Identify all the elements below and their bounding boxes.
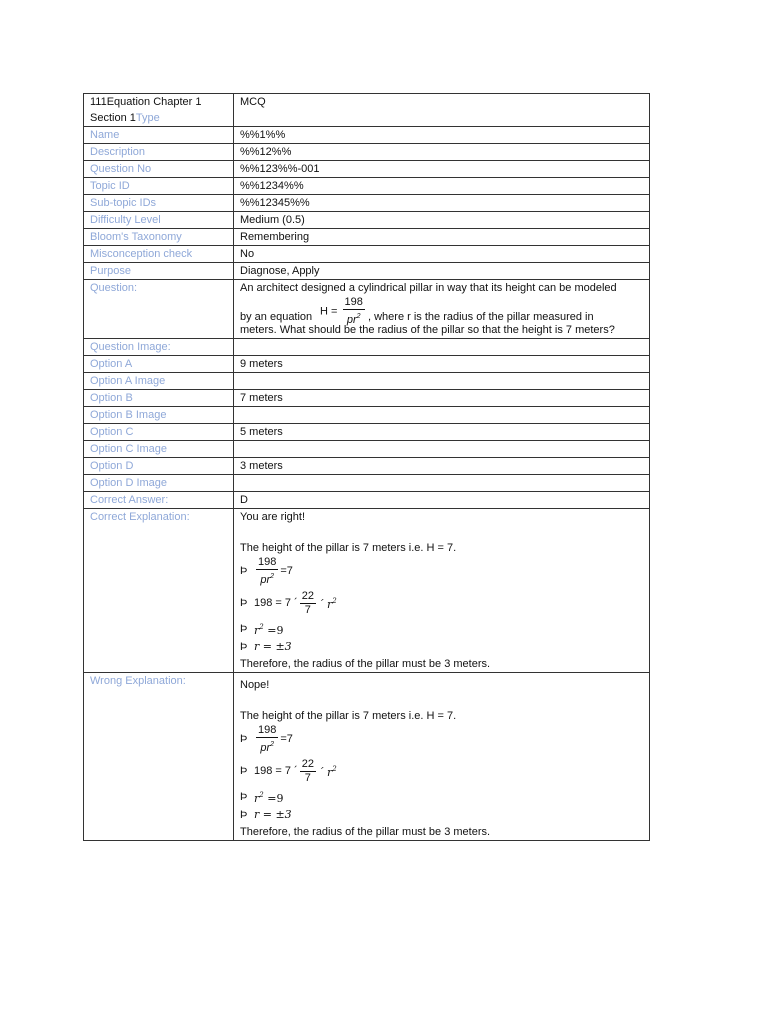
name-label: Name xyxy=(84,127,234,144)
we-step-1 xyxy=(240,724,643,754)
equation-den-base: pr xyxy=(346,314,357,326)
ce-step-2 xyxy=(240,586,643,620)
ce-step2-lhs: 198 = 7 ´ xyxy=(254,597,298,609)
correct-explanation-value xyxy=(234,509,650,673)
option-b-image-value xyxy=(234,407,650,424)
difficulty-value: Medium (0.5) xyxy=(234,212,650,229)
type-value: MCQ xyxy=(234,94,650,127)
question-image-label: Question Image: xyxy=(84,339,234,356)
option-d-image-value xyxy=(234,475,650,492)
wrong-explanation-label: Wrong Explanation: xyxy=(84,673,234,841)
we-step-2 xyxy=(240,754,643,788)
we-step-3 xyxy=(240,788,643,806)
ce-given: The height of the pillar is 7 meters i.e. H = 7. xyxy=(240,542,457,554)
option-a-value: 9 meters xyxy=(234,356,650,373)
we-step1-den xyxy=(256,737,278,755)
question-text-line1: An architect designed a cylindrical pillar in way that its height can be modeled xyxy=(240,282,617,294)
option-b-value: 7 meters xyxy=(234,390,650,407)
correct-explanation-row xyxy=(84,509,650,673)
ce-step2-rhs-base: ´ r xyxy=(317,598,333,611)
type-label-cell xyxy=(84,94,234,127)
ce-step2-den: 7 xyxy=(300,603,316,617)
we-step1-num: 198 xyxy=(258,723,277,736)
question-metadata-table xyxy=(83,93,650,841)
option-c-image-value xyxy=(234,441,650,458)
option-a-image-value xyxy=(234,373,650,390)
ce-step1-den xyxy=(256,569,278,587)
we-step1-fraction xyxy=(256,724,278,755)
question-label: Question: xyxy=(84,280,234,339)
option-c-value: 5 meters xyxy=(234,424,650,441)
wrong-explanation-row xyxy=(84,673,650,841)
ce-conclusion: Therefore, the radius of the pillar must be 3 meters. xyxy=(240,658,491,670)
option-a-image-row xyxy=(84,373,650,390)
option-d-row xyxy=(84,458,650,475)
equation-fraction xyxy=(343,296,365,327)
option-c-image-row xyxy=(84,441,650,458)
equation-numerator: 198 xyxy=(344,296,363,308)
we-step1-den-base: pr xyxy=(260,741,271,754)
ce-step3-expr xyxy=(254,619,283,639)
question-equation-line xyxy=(240,296,643,326)
correct-answer-row xyxy=(84,492,650,509)
ce-step-3 xyxy=(240,620,643,638)
subtopic-ids-label: Sub-topic IDs xyxy=(84,195,234,212)
subtopic-ids-row xyxy=(84,195,650,212)
option-d-value: 3 meters xyxy=(234,458,650,475)
question-image-value xyxy=(234,339,650,356)
equation-chapter-text: 111Equation Chapter 1 xyxy=(90,96,202,108)
option-c-image-label: Option C Image xyxy=(84,441,234,458)
question-value xyxy=(234,280,650,339)
we-implies-1: Þ xyxy=(240,733,248,745)
option-b-label: Option B xyxy=(84,390,234,407)
we-step2-rhs xyxy=(318,761,337,781)
question-text-line4: meters. What should be the radius of the pillar so that the height is 7 meters? xyxy=(240,324,615,336)
we-step-4 xyxy=(240,806,643,824)
question-equation xyxy=(320,296,367,327)
ce-step4-expr: r = ±3 xyxy=(254,640,292,653)
name-row xyxy=(84,127,650,144)
question-no-row xyxy=(84,161,650,178)
option-a-label: Option A xyxy=(84,356,234,373)
question-no-value: %%123%%-001 xyxy=(234,161,650,178)
option-b-image-row xyxy=(84,407,650,424)
we-implies-2: Þ xyxy=(240,765,248,777)
difficulty-row xyxy=(84,212,650,229)
ce-step1-num: 198 xyxy=(258,555,277,568)
ce-implies-3: Þ xyxy=(240,623,248,635)
ce-step3-rhs: =9 xyxy=(263,624,284,637)
blooms-row xyxy=(84,229,650,246)
type-row xyxy=(84,94,650,127)
ce-step1-den-exp: 2 xyxy=(270,572,275,580)
ce-step1-fraction xyxy=(256,556,278,587)
we-step2-fraction xyxy=(300,758,316,785)
misconception-label: Misconception check xyxy=(84,246,234,263)
misconception-value: No xyxy=(234,246,650,263)
we-intro: Nope! xyxy=(240,679,270,691)
ce-implies-1: Þ xyxy=(240,565,248,577)
we-step3-rhs: =9 xyxy=(263,792,284,805)
ce-step3-exp: 2 xyxy=(259,623,264,631)
option-b-row xyxy=(84,390,650,407)
option-d-image-row xyxy=(84,475,650,492)
purpose-row xyxy=(84,263,650,280)
wrong-explanation-value xyxy=(234,673,650,841)
ce-step1-rhs: =7 xyxy=(280,565,293,577)
description-row xyxy=(84,144,650,161)
question-image-row xyxy=(84,339,650,356)
option-d-label: Option D xyxy=(84,458,234,475)
correct-answer-value: D xyxy=(234,492,650,509)
ce-step2-rhs xyxy=(318,593,337,613)
purpose-value: Diagnose, Apply xyxy=(234,263,650,280)
we-implies-3: Þ xyxy=(240,791,248,803)
we-step2-num: 22 xyxy=(301,757,314,770)
equation-lhs: H = xyxy=(320,305,338,318)
we-step3-exp: 2 xyxy=(259,791,264,799)
purpose-label: Purpose xyxy=(84,263,234,280)
description-value: %%12%% xyxy=(234,144,650,161)
option-c-row xyxy=(84,424,650,441)
we-step3-expr xyxy=(254,787,283,807)
ce-step-1 xyxy=(240,556,643,586)
ce-intro: You are right! xyxy=(240,511,306,523)
we-step2-rhs-exp: 2 xyxy=(332,765,337,773)
type-label: Type xyxy=(135,112,160,124)
ce-implies-4: Þ xyxy=(240,641,248,653)
ce-step2-fraction xyxy=(300,590,316,617)
ce-step2-rhs-exp: 2 xyxy=(332,597,337,605)
equation-denominator xyxy=(343,309,365,327)
correct-explanation-label: Correct Explanation: xyxy=(84,509,234,673)
ce-step2-num: 22 xyxy=(301,589,314,602)
misconception-row xyxy=(84,246,650,263)
option-a-image-label: Option A Image xyxy=(84,373,234,390)
blooms-value: Remembering xyxy=(234,229,650,246)
topic-id-row xyxy=(84,178,650,195)
we-step2-lhs: 198 = 7 ´ xyxy=(254,765,298,777)
ce-step3-base: r xyxy=(254,624,260,637)
question-row xyxy=(84,280,650,339)
blooms-label: Bloom's Taxonomy xyxy=(84,229,234,246)
we-step2-den: 7 xyxy=(300,771,316,785)
option-b-image-label: Option B Image xyxy=(84,407,234,424)
option-c-label: Option C xyxy=(84,424,234,441)
we-step1-rhs: =7 xyxy=(280,733,293,745)
name-value: %%1%% xyxy=(234,127,650,144)
description-label: Description xyxy=(84,144,234,161)
topic-id-value: %%1234%% xyxy=(234,178,650,195)
we-implies-4: Þ xyxy=(240,809,248,821)
we-step1-den-exp: 2 xyxy=(270,740,275,748)
we-given: The height of the pillar is 7 meters i.e. H = 7. xyxy=(240,710,457,722)
we-conclusion: Therefore, the radius of the pillar must be 3 meters. xyxy=(240,826,491,838)
question-text-line3: , where r is the radius of the pillar measured in xyxy=(368,311,594,323)
option-a-row xyxy=(84,356,650,373)
we-step3-base: r xyxy=(254,792,260,805)
subtopic-ids-value: %%12345%% xyxy=(234,195,650,212)
equation-den-exponent: 2 xyxy=(356,313,361,320)
difficulty-label: Difficulty Level xyxy=(84,212,234,229)
ce-step1-den-base: pr xyxy=(260,573,271,586)
option-d-image-label: Option D Image xyxy=(84,475,234,492)
we-step2-rhs-base: ´ r xyxy=(317,766,333,779)
question-no-label: Question No xyxy=(84,161,234,178)
correct-answer-label: Correct Answer: xyxy=(84,492,234,509)
section-text: Section 1 xyxy=(90,112,136,124)
topic-id-label: Topic ID xyxy=(84,178,234,195)
ce-step-4 xyxy=(240,638,643,656)
question-text-line2: by an equation xyxy=(240,311,313,323)
we-step4-expr: r = ±3 xyxy=(254,808,292,821)
ce-implies-2: Þ xyxy=(240,597,248,609)
